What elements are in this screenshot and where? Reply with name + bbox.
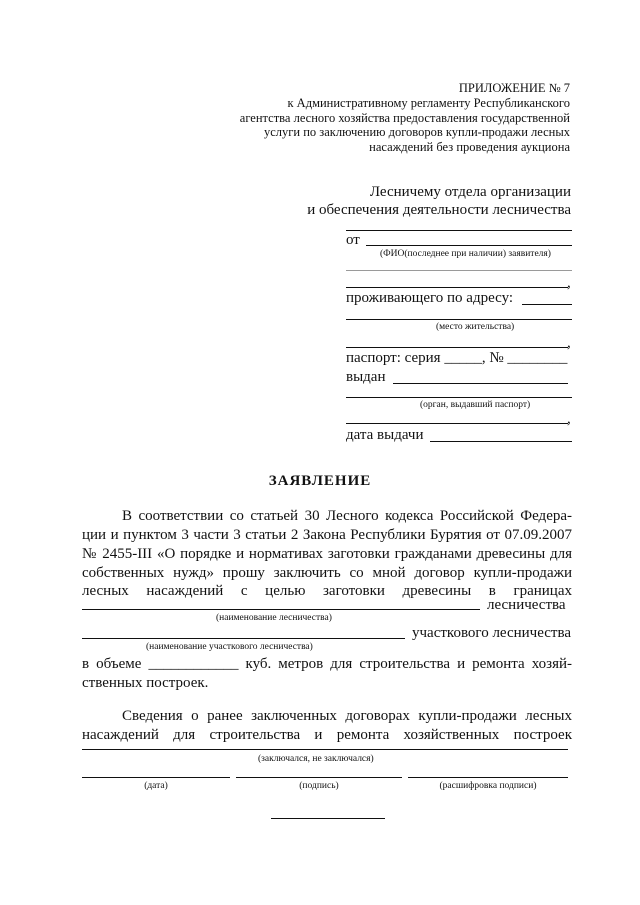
concluded-field[interactable] <box>82 749 568 750</box>
signature-decode-field[interactable] <box>408 777 568 778</box>
residing-label: проживающего по адресу: <box>346 290 514 306</box>
statement-line: № 2455-III «О порядке и нормативах заготовки гражданами древесины для <box>82 546 572 562</box>
date-caption: (дата) <box>144 781 168 791</box>
address-field[interactable] <box>522 304 572 305</box>
statement-line: В соответствии со статьей 30 Лесного кодекса Российской Федера- <box>122 508 572 524</box>
appendix-line: услуги по заключению договоров купли-продажи лесных <box>264 125 570 139</box>
blank-line[interactable] <box>346 397 572 398</box>
concluded-caption: (заключался, не заключался) <box>258 754 374 764</box>
passport-label: паспорт: серия _____, № ________ <box>346 350 568 366</box>
statement-title: ЗАЯВЛЕНИЕ <box>268 473 372 489</box>
prior-contracts-line: насаждений для строительства и ремонта хозяйственных построек <box>82 727 572 743</box>
comma: , <box>567 335 571 351</box>
statement-line: ции и пунктом 3 части 3 статьи 2 Закона Республики Бурятия от 07.09.2007 <box>82 527 572 543</box>
appendix-line: агентства лесного хозяйства предоставления государственной <box>239 111 570 125</box>
issue-date-field[interactable] <box>430 441 572 442</box>
appendix-line: насаждений без проведения аукциона <box>369 140 570 154</box>
prior-contracts-line: Сведения о ранее заключенных договорах купли-продажи лесных <box>122 708 572 724</box>
blank-line[interactable] <box>346 287 568 288</box>
issued-by-caption: (орган, выдавший паспорт) <box>420 400 531 410</box>
volume-line-2: ственных построек. <box>82 675 209 691</box>
district-suffix: участкового лесничества <box>412 625 572 641</box>
residence-caption: (место жительства) <box>436 322 515 332</box>
from-label: от <box>346 232 360 248</box>
blank-line[interactable] <box>346 423 568 424</box>
statement-line: собственных нужд» прошу заключить со мной договор купли-продажи <box>82 565 572 581</box>
signature-caption: (подпись) <box>299 781 339 791</box>
addressee-line-2: и обеспечения деятельности лесничества <box>307 202 571 218</box>
issued-by-field[interactable] <box>393 383 568 384</box>
appendix-title: ПРИЛОЖЕНИЕ № 7 <box>458 81 570 95</box>
blank-line[interactable] <box>346 319 572 320</box>
blank-line[interactable] <box>346 347 568 348</box>
comma: , <box>567 275 571 291</box>
blank-line[interactable] <box>346 270 572 271</box>
statement-line: лесных насаждений с целью заготовки древесины в границах <box>82 583 572 599</box>
volume-line: в объеме ____________ куб. метров для строительства и ремонта хозяй- <box>82 656 572 672</box>
applicant-name-caption: (ФИО(последнее при наличии) заявителя) <box>380 249 551 259</box>
district-caption: (наименование участкового лесничества) <box>146 642 313 652</box>
appendix-line: к Административному регламенту Республиканского <box>287 96 570 110</box>
issued-label: выдан <box>346 369 386 385</box>
closing-line <box>271 818 385 819</box>
comma: , <box>567 411 571 427</box>
forestry-suffix: лесничества <box>487 597 566 613</box>
forestry-caption: (наименование лесничества) <box>216 613 332 623</box>
applicant-name-field[interactable] <box>366 245 572 246</box>
signature-decode-caption: (расшифровка подписи) <box>439 781 537 791</box>
blank-line[interactable] <box>346 230 572 231</box>
district-forestry-field[interactable] <box>82 638 405 639</box>
signature-field[interactable] <box>236 777 402 778</box>
addressee-line-1: Лесничему отдела организации <box>369 184 571 200</box>
date-field[interactable] <box>82 777 230 778</box>
forestry-name-field[interactable] <box>82 609 480 610</box>
issue-date-label: дата выдачи <box>346 427 424 443</box>
